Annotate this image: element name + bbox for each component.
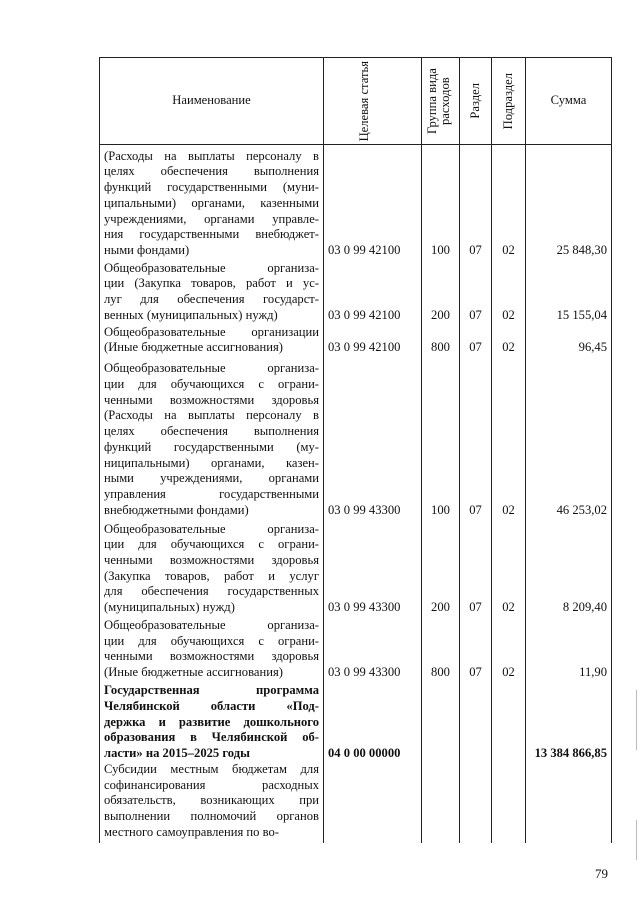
row-name-line: (муниципальных) нужд) xyxy=(104,600,235,615)
row-name-line: софинансирования расходных xyxy=(104,777,319,792)
row-name-line: ными фондами) xyxy=(104,242,190,257)
row-target-code: 03 0 99 42100 xyxy=(324,145,422,259)
row-name-line: для обеспечения государственных xyxy=(104,584,319,599)
table-row xyxy=(100,259,612,324)
row-name xyxy=(100,616,324,681)
row-sum xyxy=(526,762,612,843)
row-name-line: учреждениями, органами управле- xyxy=(104,211,319,226)
row-target-code: 04 0 00 00000 xyxy=(324,681,422,762)
row-name-line: образования в Челябинской об- xyxy=(104,730,319,745)
row-subsection: 02 xyxy=(492,259,526,324)
row-group: 100 xyxy=(422,145,460,259)
row-name-line: венных (муниципальных) нужд) xyxy=(104,307,278,322)
scan-edge-mark xyxy=(636,690,637,750)
row-name xyxy=(100,356,324,518)
row-name-line: Общеобразовательные организа- xyxy=(104,617,319,632)
row-name-line: (Расходы на выплаты персоналу в xyxy=(104,148,319,163)
row-target-code: 03 0 99 42100 xyxy=(324,259,422,324)
row-name-line: Челябинской области «Под- xyxy=(104,698,319,713)
row-sum: 15 155,04 xyxy=(526,259,612,324)
row-subsection: 02 xyxy=(492,356,526,518)
row-name-line: ции для обучающихся с ограни- xyxy=(104,633,319,648)
row-name-line: целях обеспечения выполнения xyxy=(104,424,319,439)
page-number: 79 xyxy=(595,866,608,881)
table-body xyxy=(100,145,612,844)
row-section: 07 xyxy=(460,259,492,324)
row-section xyxy=(460,681,492,762)
row-name-line: (Закупка товаров, работ и услуг xyxy=(104,568,319,583)
row-name-line: ния государственными внебюджет- xyxy=(104,227,319,242)
row-sum: 96,45 xyxy=(526,324,612,356)
row-subsection: 02 xyxy=(492,145,526,259)
row-group: 800 xyxy=(422,616,460,681)
header-target: Целевая статья xyxy=(324,58,422,145)
scan-edge-mark xyxy=(636,820,637,860)
table-row xyxy=(100,356,612,518)
row-name-line: ченными возможностями здоровья xyxy=(104,552,319,567)
row-name-line: ции (Закупка товаров, работ и ус- xyxy=(104,276,319,291)
row-section: 07 xyxy=(460,518,492,615)
row-sum: 8 209,40 xyxy=(526,518,612,615)
table-row xyxy=(100,145,612,259)
row-name-line: Общеобразовательные организа- xyxy=(104,260,319,275)
row-section: 07 xyxy=(460,145,492,259)
row-target-code: 03 0 99 43300 xyxy=(324,616,422,681)
row-subsection: 02 xyxy=(492,518,526,615)
row-group: 100 xyxy=(422,356,460,518)
row-name-line: ции для обучающихся с ограни- xyxy=(104,377,319,391)
row-target-code: 03 0 99 43300 xyxy=(324,518,422,615)
row-section: 07 xyxy=(460,356,492,518)
row-section: 07 xyxy=(460,324,492,356)
budget-table xyxy=(99,57,612,843)
row-name-line: местного самоуправления по во- xyxy=(104,824,279,839)
row-target-code: 03 0 99 42100 xyxy=(324,324,422,356)
table-header-row xyxy=(100,58,612,145)
row-name-line: ниципальными) органами, казен- xyxy=(104,455,319,470)
row-name xyxy=(100,324,324,356)
row-subsection: 02 xyxy=(492,616,526,681)
row-subsection xyxy=(492,762,526,843)
row-name-line: ченными возможностями здоровья xyxy=(104,649,319,664)
row-name-line: луг для обеспечения государст- xyxy=(104,292,319,307)
row-name-line: ласти» на 2015–2025 годы xyxy=(104,746,250,761)
row-target-code: 03 0 99 43300 xyxy=(324,356,422,518)
row-sum: 25 848,30 xyxy=(526,145,612,259)
header-group: Группа вида расходов xyxy=(422,58,460,145)
row-sum: 46 253,02 xyxy=(526,356,612,518)
row-subsection: 02 xyxy=(492,324,526,356)
row-name-line: ченными возможностями здоровья xyxy=(104,392,319,407)
header-section: Раздел xyxy=(460,58,492,145)
row-name-line: Общеобразовательные организации xyxy=(104,324,319,339)
row-name-line: Общеобразовательные организа- xyxy=(104,521,319,536)
row-group xyxy=(422,762,460,843)
table-row xyxy=(100,762,612,843)
header-sum: Сумма xyxy=(526,58,612,145)
row-target-code xyxy=(324,762,422,843)
row-name-line: (Расходы на выплаты персоналу в xyxy=(104,408,319,423)
row-subsection xyxy=(492,681,526,762)
row-name xyxy=(100,259,324,324)
row-name-line: функций государственными (му- xyxy=(104,439,319,454)
row-name-line: Субсидии местным бюджетам для xyxy=(104,761,319,776)
header-subsection: Подраздел xyxy=(492,58,526,145)
row-group xyxy=(422,681,460,762)
row-name-line: целях обеспечения выполнения xyxy=(104,164,319,179)
table-row xyxy=(100,616,612,681)
row-name-line: Общеобразовательные организа- xyxy=(104,361,319,376)
row-name-line: обязательств, возникающих при xyxy=(104,793,319,808)
table-row xyxy=(100,324,612,356)
header-name: Наименование xyxy=(100,58,324,145)
row-name-line: (Иные бюджетные ассигнования) xyxy=(104,340,283,355)
row-group: 200 xyxy=(422,259,460,324)
row-section xyxy=(460,762,492,843)
row-name-line: управления государственными xyxy=(104,486,319,501)
row-name-line: Государственная программа xyxy=(104,683,319,698)
row-name-line: выполнении полномочий органов xyxy=(104,808,319,823)
row-sum: 11,90 xyxy=(526,616,612,681)
row-name xyxy=(100,762,324,843)
row-name-line: внебюджетными фондами) xyxy=(104,502,249,517)
row-name-line: ципальными) органами, казенными xyxy=(104,195,319,210)
row-name xyxy=(100,681,324,762)
row-name xyxy=(100,518,324,615)
row-name-line: функций государственными (муни- xyxy=(104,180,319,195)
row-group: 200 xyxy=(422,518,460,615)
row-name xyxy=(100,145,324,259)
row-section: 07 xyxy=(460,616,492,681)
table-row xyxy=(100,681,612,762)
row-name-line: ными учреждениями, органами xyxy=(104,471,319,486)
row-name-line: ции для обучающихся с ограни- xyxy=(104,537,319,552)
row-sum: 13 384 866,85 xyxy=(526,681,612,762)
row-group: 800 xyxy=(422,324,460,356)
table-row xyxy=(100,518,612,615)
row-name-line: держка и развитие дошкольного xyxy=(104,714,319,729)
row-name-line: (Иные бюджетные ассигнования) xyxy=(104,664,283,679)
